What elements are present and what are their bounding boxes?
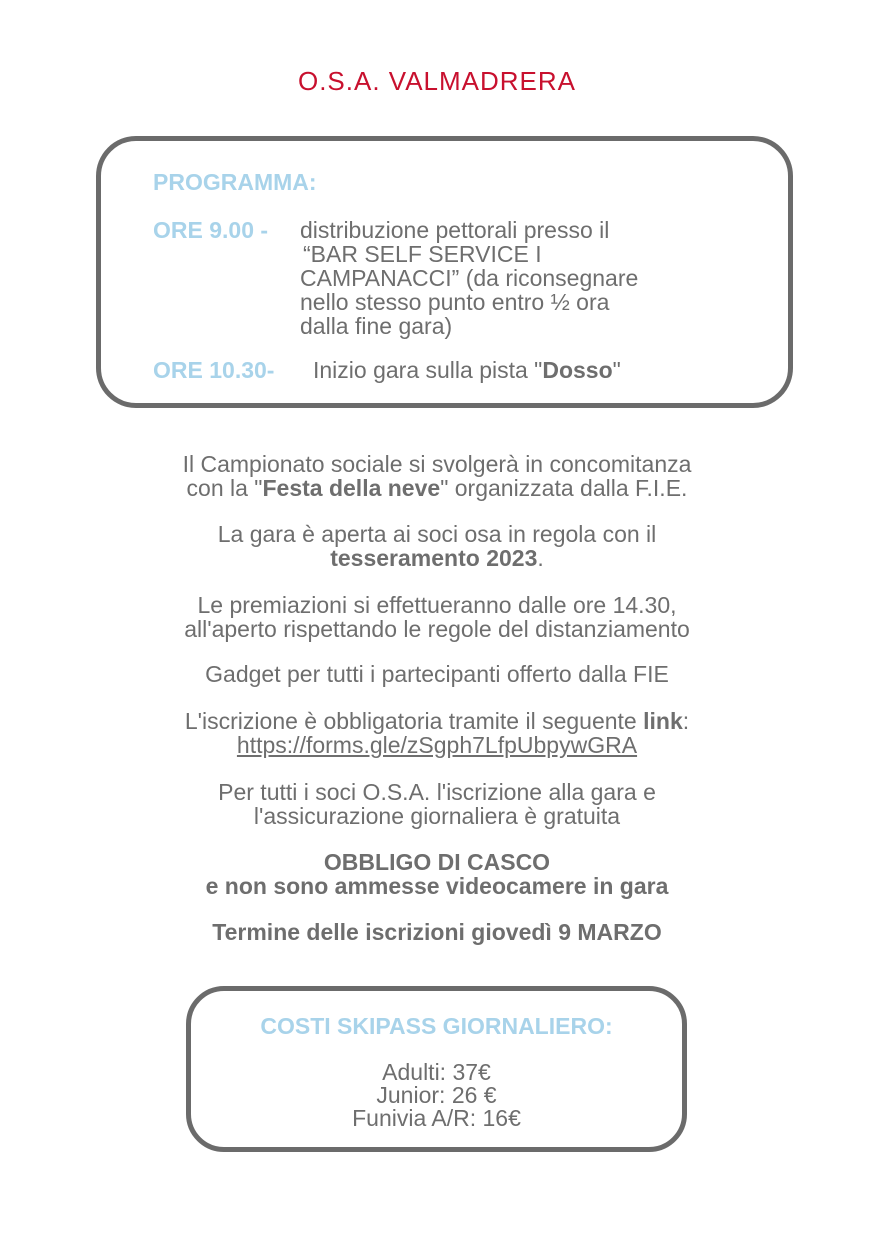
info-text: . — [537, 545, 544, 571]
program-box — [96, 136, 793, 408]
info-text: L'iscrizione è obbligatoria tramite il seguente — [184, 708, 644, 734]
info-line — [60, 709, 814, 733]
slope-name: Dosso — [542, 357, 613, 383]
page-title: O.S.A. VALMADRERA — [297, 66, 577, 96]
program-time: ORE 9.00 - — [153, 217, 269, 243]
program-title: PROGRAMMA: — [153, 169, 317, 195]
info-paragraph — [60, 593, 814, 641]
info-line: l'assicurazione giornaliera è gratuita — [253, 803, 621, 829]
registration-link[interactable]: https://forms.gle/zSgph7LfpUbpywGRA — [236, 732, 638, 758]
event-name: Festa della neve — [262, 475, 441, 501]
cost-item: Adulti: 37€ — [382, 1059, 491, 1085]
helmet-notice: OBBLIGO DI CASCO — [323, 849, 551, 875]
program-line: “BAR SELF SERVICE I — [303, 241, 542, 267]
program-description — [300, 218, 750, 338]
costs-list — [191, 1061, 682, 1130]
info-line — [60, 476, 814, 500]
info-line — [60, 546, 814, 570]
info-text: " organizzata dalla F.I.E. — [440, 475, 688, 501]
info-paragraph — [60, 850, 814, 898]
info-paragraph — [60, 452, 814, 500]
info-line: all'aperto rispettando le regole del distanziamento — [184, 616, 690, 642]
program-text: Inizio gara sulla pista " — [313, 357, 543, 383]
program-line: nello stesso punto entro ½ ora — [300, 289, 610, 315]
costs-title: COSTI SKIPASS GIORNALIERO: — [260, 1013, 613, 1039]
camera-notice: e non sono ammesse videocamere in gara — [205, 873, 669, 899]
info-paragraph — [60, 709, 814, 757]
info-text: con la " — [186, 475, 263, 501]
program-line: distribuzione pettorali presso il — [300, 217, 610, 243]
program-text: " — [612, 357, 621, 383]
program-line: dalla fine gara) — [300, 313, 453, 339]
cost-item: Junior: 26 € — [376, 1082, 497, 1108]
membership-text: tesseramento 2023 — [330, 545, 538, 571]
program-line: CAMPANACCI” (da riconsegnare — [300, 265, 639, 291]
link-word: link — [643, 708, 683, 734]
program-description — [313, 358, 621, 382]
info-line — [60, 733, 814, 757]
cost-item: Funivia A/R: 16€ — [352, 1105, 521, 1131]
costs-box — [186, 986, 687, 1152]
info-text: : — [682, 708, 690, 734]
program-time: ORE 10.30- — [153, 357, 275, 383]
info-line: Le premiazioni si effettueranno dalle ore 14.30, — [197, 592, 677, 618]
info-line: Per tutti i soci O.S.A. l'iscrizione alla gara e — [218, 779, 656, 805]
info-paragraph — [60, 522, 814, 570]
deadline-notice: Termine delle iscrizioni giovedì 9 MARZO — [212, 919, 662, 945]
info-line: Il Campionato sociale si svolgerà in concomitanza — [182, 451, 692, 477]
info-paragraph — [60, 780, 814, 828]
info-line: La gara è aperta ai soci osa in regola con il — [217, 521, 657, 547]
info-paragraph: Gadget per tutti i partecipanti offerto dalla FIE — [205, 661, 669, 687]
